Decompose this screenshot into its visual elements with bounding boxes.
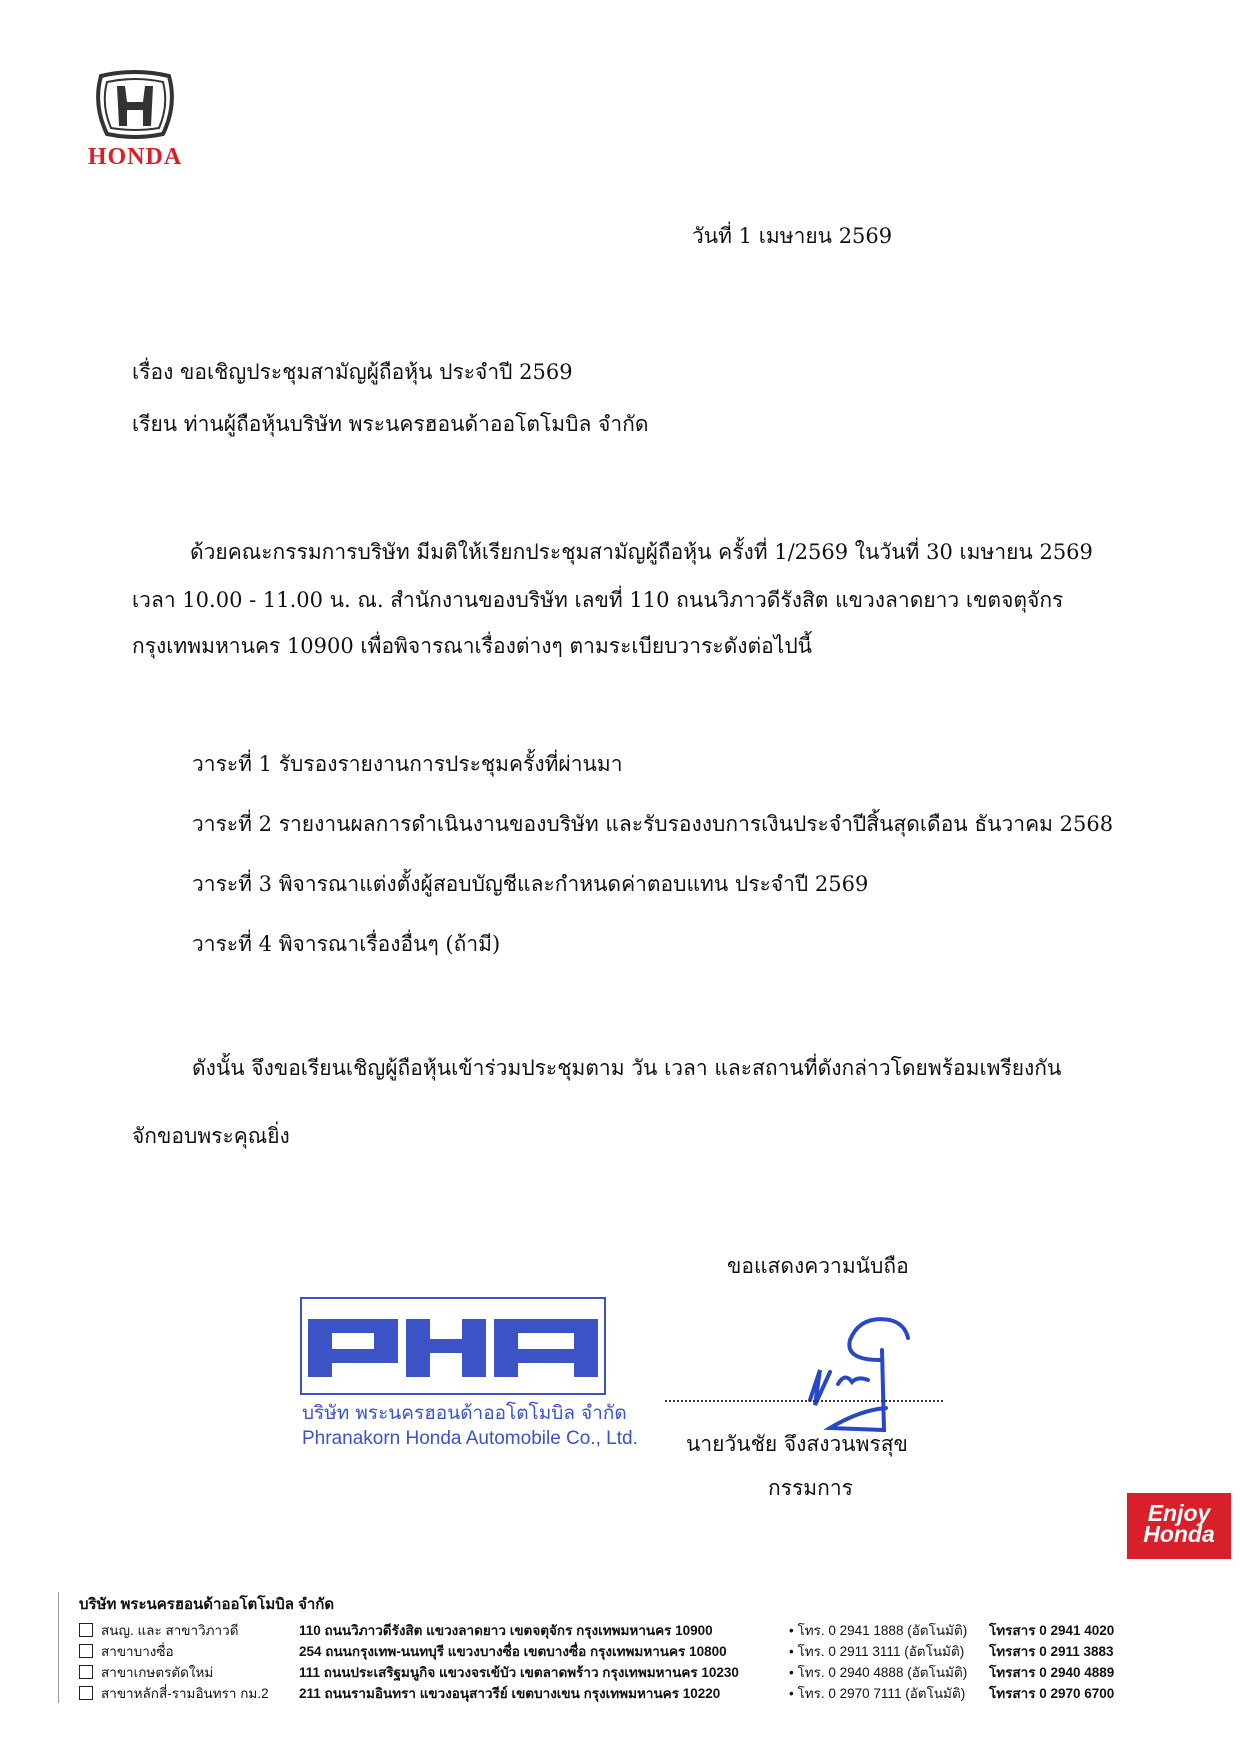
checkbox-icon — [79, 1623, 93, 1637]
badge-line: Enjoy — [1147, 1500, 1211, 1526]
signature — [790, 1310, 910, 1440]
body-line: ด้วยคณะกรรมการบริษัท มีมติให้เรียกประชุมสามัญผู้ถือหุ้น ครั้งที่ 1/2569 ในวันที่ 30 เมษายน 2569 — [190, 540, 1093, 564]
branch-address: 254 ถนนกรุงเทพ-นนทบุรี แขวงบางซื่อ เขตบางซื่อ กรุงเทพมหานคร 10800 — [299, 1643, 727, 1659]
footer-branch-row — [79, 1640, 1114, 1661]
signer-title: กรรมการ — [768, 1476, 853, 1500]
footer-branch-row — [79, 1661, 1114, 1682]
badge-line: Honda — [1143, 1521, 1215, 1547]
branch-name: สาขาหลักสี่-รามอินทรา กม.2 — [101, 1685, 269, 1701]
branch-tel: • โทร. 0 2940 4888 (อัตโนมัติ) — [789, 1664, 968, 1680]
agenda-item: วาระที่ 4 พิจารณาเรื่องอื่นๆ (ถ้ามี) — [192, 932, 501, 956]
branch-tel: • โทร. 0 2941 1888 (อัตโนมัติ) — [789, 1622, 968, 1638]
body-line: เวลา 10.00 - 11.00 น. ณ. สำนักงานของบริษัท เลขที่ 110 ถนนวิภาวดีรังสิต แขวงลาดยาว เขตจตุจักร — [132, 588, 1064, 612]
branch-tel: • โทร. 0 2970 7111 (อัตโนมัติ) — [789, 1685, 966, 1701]
honda-logo — [60, 70, 210, 171]
checkbox-icon — [79, 1644, 93, 1658]
branch-name: สนญ. และ สาขาวิภาวดี — [101, 1622, 239, 1638]
signature-line — [665, 1400, 943, 1402]
branch-name: สาขาเกษตรตัดใหม่ — [101, 1664, 214, 1680]
pha-stamp-logo-icon — [302, 1299, 604, 1393]
thanks-line: จักขอบพระคุณยิ่ง — [132, 1124, 290, 1148]
agenda-item: วาระที่ 1 รับรองรายงานการประชุมครั้งที่ผ่านมา — [192, 752, 623, 776]
branch-fax: โทรสาร 0 2941 4020 — [989, 1622, 1115, 1638]
subject-line: เรื่อง ขอเชิญประชุมสามัญผู้ถือหุ้น ประจำปี 2569 — [132, 360, 573, 384]
agenda-item: วาระที่ 2 รายงานผลการดำเนินงานของบริษัท และรับรองงบการเงินประจำปีสิ้นสุดเดือน ธันวาคม 2568 — [192, 812, 1114, 836]
footer-branch-row — [79, 1682, 1114, 1703]
regards-line: ขอแสดงความนับถือ — [727, 1254, 909, 1278]
branch-address: 211 ถนนรามอินทรา แขวงอนุสาวรีย์ เขตบางเขน กรุงเทพมหานคร 10220 — [299, 1685, 721, 1701]
branch-fax: โทรสาร 0 2911 3883 — [989, 1643, 1114, 1659]
addressee-line: เรียน ท่านผู้ถือหุ้นบริษัท พระนครฮอนด้าออโตโมบิล จำกัด — [132, 412, 649, 436]
honda-h-mark-icon — [93, 70, 177, 140]
company-stamp — [300, 1297, 606, 1395]
agenda-item: วาระที่ 3 พิจารณาแต่งตั้งผู้สอบบัญชีและกำหนดค่าตอบแทน ประจำปี 2569 — [192, 872, 869, 896]
body-line: กรุงเทพมหานคร 10900 เพื่อพิจารณาเรื่องต่างๆ ตามระเบียบวาระดังต่อไปนี้ — [132, 634, 813, 658]
stamp-company-thai: บริษัท พระนครฮอนด้าออโตโมบิล จำกัด — [302, 1402, 627, 1424]
branch-fax: โทรสาร 0 2970 6700 — [989, 1685, 1115, 1701]
footer-company: บริษัท พระนครฮอนด้าออโตโมบิล จำกัด — [79, 1596, 335, 1613]
honda-wordmark: HONDA — [87, 144, 183, 170]
branch-fax: โทรสาร 0 2940 4889 — [989, 1664, 1115, 1680]
branch-tel: • โทร. 0 2911 3111 (อัตโนมัติ) — [789, 1643, 965, 1659]
enjoy-honda-badge — [1127, 1493, 1231, 1559]
branch-address: 111 ถนนประเสริฐมนูกิจ แขวงจรเข้บัว เขตลาดพร้าว กรุงเทพมหานคร 10230 — [299, 1664, 739, 1680]
checkbox-icon — [79, 1686, 93, 1700]
branch-name: สาขาบางซื่อ — [101, 1643, 174, 1659]
footer-branch-row — [79, 1619, 1114, 1640]
letter-date: วันที่ 1 เมษายน 2569 — [692, 224, 893, 248]
footer — [58, 1592, 1114, 1703]
branch-address: 110 ถนนวิภาวดีรังสิต แขวงลาดยาว เขตจตุจักร กรุงเทพมหานคร 10900 — [299, 1622, 713, 1638]
stamp-company-english: Phranakorn Honda Automobile Co., Ltd. — [302, 1428, 638, 1449]
checkbox-icon — [79, 1665, 93, 1679]
closing-line: ดังนั้น จึงขอเรียนเชิญผู้ถือหุ้นเข้าร่วมประชุมตาม วัน เวลา และสถานที่ดังกล่าวโดยพร้อมเพรียงกัน — [192, 1056, 1062, 1080]
signer-name: นายวันชัย จึงสงวนพรสุข — [686, 1432, 908, 1456]
